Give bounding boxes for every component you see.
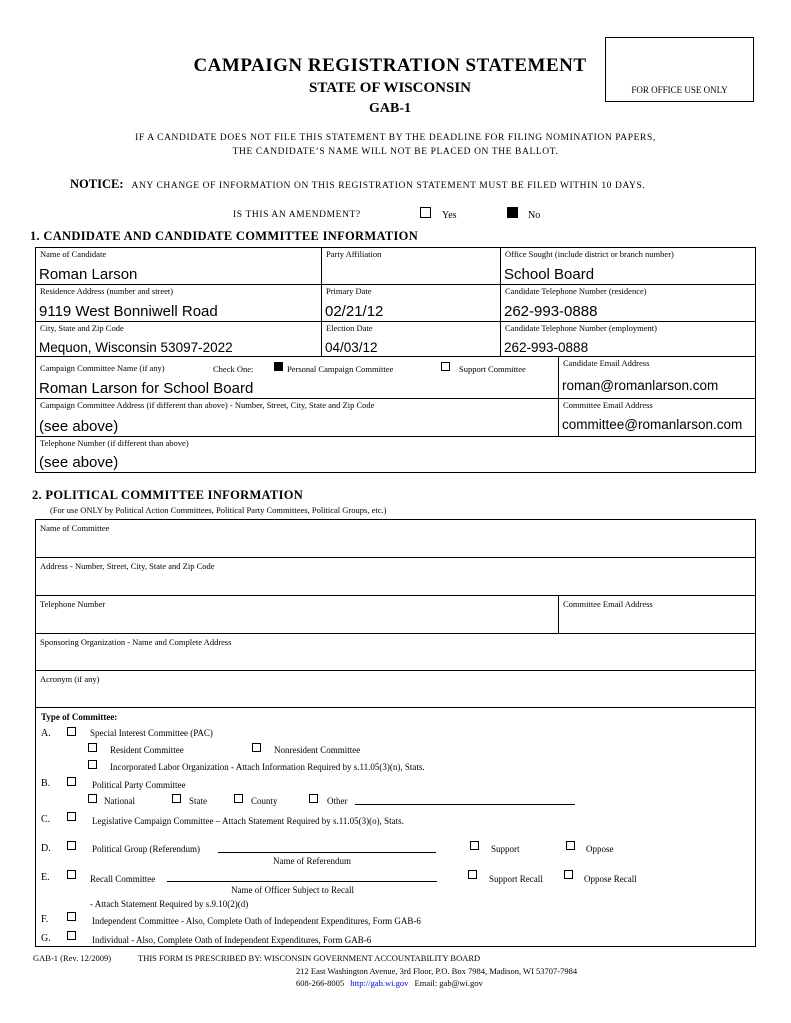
section1-heading: 1. CANDIDATE AND CANDIDATE COMMITTEE INFORMATION (30, 229, 419, 243)
d-oppose-label: Oppose (586, 844, 614, 854)
footer-prescribed: THIS FORM IS PRESCRIBED BY: WISCONSIN GOVERNMENT ACCOUNTABILITY BOARD (138, 953, 481, 963)
candidate-email-label: Candidate Email Address (563, 358, 650, 368)
check-one-label: Check One: (213, 364, 254, 374)
individual-checkbox[interactable] (67, 931, 76, 940)
officer-name-label: Name of Officer Subject to Recall (231, 885, 355, 895)
warning-line-2: THE CANDIDATE’S NAME WILL NOT BE PLACED ON THE BALLOT. (232, 147, 559, 157)
nonresident-checkbox[interactable] (252, 743, 261, 752)
primary-date-field[interactable]: 02/21/12 (325, 303, 384, 320)
committee-address-field[interactable]: (see above) (39, 418, 119, 435)
personal-committee-label: Personal Campaign Committee (287, 364, 394, 374)
footer-email: Email: gab@wi.gov (414, 978, 483, 988)
candidate-name-cell (35, 247, 322, 285)
committee2-address-cell (35, 557, 756, 596)
footer-address: 212 East Washington Avenue, 3rd Floor, P.O. Box 7984, Madison, WI 53707-7984 (296, 966, 578, 976)
state-label: State (189, 796, 207, 806)
group-label: Political Group (Referendum) (92, 844, 200, 854)
county-checkbox[interactable] (234, 794, 243, 803)
committee2-name-label: Name of Committee (40, 523, 110, 533)
other-checkbox[interactable] (309, 794, 318, 803)
tel-residence-label: Candidate Telephone Number (residence) (505, 286, 647, 296)
party-cell (321, 247, 501, 285)
primary-date-cell (321, 284, 501, 322)
committee-email-cell (558, 398, 756, 437)
amendment-no-checkbox[interactable] (507, 207, 518, 218)
d-support-label: Support (491, 844, 520, 854)
type-label: Type of Committee: (41, 712, 118, 722)
election-date-cell (321, 321, 501, 357)
type-f-letter: F. (41, 914, 49, 925)
committee-address-cell (35, 398, 559, 437)
section2-note: (For use ONLY by Political Action Committees, Political Party Committees, Political Groups, etc.) (50, 505, 387, 515)
support-committee-label: Support Committee (459, 364, 526, 374)
sponsor-cell (35, 633, 756, 671)
pac-checkbox[interactable] (67, 727, 76, 736)
national-checkbox[interactable] (88, 794, 97, 803)
residence-cell (35, 284, 322, 322)
footer-contact (296, 978, 483, 988)
footer-rev: GAB-1 (Rev. 12/2009) (33, 953, 112, 963)
committee2-name-cell (35, 519, 756, 558)
committee-name-cell (35, 356, 559, 399)
notice-text: ANY CHANGE OF INFORMATION ON THIS REGISTRATION STATEMENT MUST BE FILED WITHIN 10 DAYS. (131, 181, 646, 191)
other-label: Other (327, 796, 348, 806)
labor-label: Incorporated Labor Organization - Attach Information Required by s.11.05(3)(n), Stats. (110, 762, 425, 772)
party-label: Party Affiliation (326, 249, 382, 259)
residence-label: Residence Address (number and street) (40, 286, 174, 296)
telephone-label: Telephone Number (if different than above) (40, 438, 189, 448)
committee-address-label: Campaign Committee Address (if different than above) - Number, Street, City, State and Zip Code (40, 400, 375, 410)
acronym-label: Acronym (if any) (40, 674, 100, 684)
oppose-recall-checkbox[interactable] (564, 870, 573, 879)
primary-date-label: Primary Date (326, 286, 372, 296)
support-committee-checkbox[interactable] (441, 362, 450, 371)
amendment-yes-label: Yes (442, 210, 457, 221)
labor-checkbox[interactable] (88, 760, 97, 769)
candidate-name-label: Name of Candidate (40, 249, 107, 259)
pac-label: Special Interest Committee (PAC) (90, 728, 213, 738)
type-g-letter: G. (41, 933, 51, 944)
independent-checkbox[interactable] (67, 912, 76, 921)
d-support-checkbox[interactable] (470, 841, 479, 850)
amendment-no-label: No (528, 210, 541, 221)
referendum-line[interactable] (218, 842, 436, 853)
candidate-name-field[interactable]: Roman Larson (39, 266, 138, 283)
committee-name-field[interactable]: Roman Larson for School Board (39, 380, 254, 397)
individual-label: Individual - Also, Complete Oath of Independent Expenditures, Form GAB-6 (92, 935, 372, 945)
recall-attach-note: - Attach Statement Required by s.9.10(2)(d) (90, 899, 249, 909)
type-c-letter: C. (41, 814, 51, 825)
sponsor-label: Sponsoring Organization - Name and Complete Address (40, 637, 232, 647)
election-date-field[interactable]: 04/03/12 (325, 340, 378, 355)
type-b-letter: B. (41, 778, 51, 789)
office-use-label: FOR OFFICE USE ONLY (631, 85, 728, 95)
office-sought-cell (500, 247, 756, 285)
type-d-letter: D. (41, 843, 51, 854)
tel-residence-field[interactable]: 262-993-0888 (504, 303, 598, 320)
office-use-box (605, 37, 754, 102)
telephone-cell (35, 436, 756, 473)
resident-checkbox[interactable] (88, 743, 97, 752)
national-label: National (104, 796, 135, 806)
recall-label: Recall Committee (90, 874, 156, 884)
nonresident-label: Nonresident Committee (274, 745, 361, 755)
d-oppose-checkbox[interactable] (566, 841, 575, 850)
tel-employment-cell (500, 321, 756, 357)
tel-employment-field[interactable]: 262-993-0888 (504, 340, 589, 355)
warning-line-1: IF A CANDIDATE DOES NOT FILE THIS STATEMENT BY THE DEADLINE FOR FILING NOMINATION PAPERS, (135, 133, 656, 143)
section2-heading: 2. POLITICAL COMMITTEE INFORMATION (32, 488, 304, 502)
other-line[interactable] (355, 794, 575, 805)
notice-label: NOTICE: (70, 177, 124, 191)
independent-label: Independent Committee - Also, Complete Oath of Independent Expenditures, Form GAB-6 (92, 916, 421, 926)
type-e-letter: E. (41, 872, 50, 883)
committee-email-label: Committee Email Address (563, 400, 653, 410)
residence-field[interactable]: 9119 West Bonniwell Road (39, 303, 218, 320)
city-cell (35, 321, 322, 357)
amendment-question: IS THIS AN AMENDMENT? (233, 210, 361, 220)
tel-employment-label: Candidate Telephone Number (employment) (505, 323, 657, 333)
legislative-label: Legislative Campaign Committee – Attach Statement Required by s.11.05(3)(o), Stats. (92, 816, 404, 826)
city-label: City, State and Zip Code (40, 323, 124, 333)
tel-residence-cell (500, 284, 756, 322)
form-code: GAB-1 (369, 101, 411, 116)
group-checkbox[interactable] (67, 841, 76, 850)
resident-label: Resident Committee (110, 745, 184, 755)
state-checkbox[interactable] (172, 794, 181, 803)
legislative-checkbox[interactable] (67, 812, 76, 821)
committee2-tel-cell (35, 595, 559, 634)
committee2-email-label: Committee Email Address (563, 599, 653, 609)
amendment-yes-checkbox[interactable] (420, 207, 431, 218)
telephone-field[interactable]: (see above) (39, 454, 119, 471)
acronym-cell (35, 670, 756, 708)
form-subtitle: STATE OF WISCONSIN (309, 80, 471, 96)
form-title: CAMPAIGN REGISTRATION STATEMENT (193, 55, 587, 76)
oppose-recall-label: Oppose Recall (584, 874, 637, 884)
footer-phone: 608-266-8005 (296, 978, 345, 988)
committee2-email-cell (558, 595, 756, 634)
support-recall-label: Support Recall (489, 874, 543, 884)
type-a-letter: A. (41, 728, 51, 739)
support-recall-checkbox[interactable] (468, 870, 477, 879)
committee2-tel-label: Telephone Number (40, 599, 106, 609)
party-committee-checkbox[interactable] (67, 777, 76, 786)
committee2-address-label: Address - Number, Street, City, State and Zip Code (40, 561, 215, 571)
county-label: County (251, 796, 278, 806)
committee-type-box (35, 707, 756, 947)
committee-email-field[interactable]: committee@romanlarson.com (562, 417, 743, 432)
election-date-label: Election Date (326, 323, 373, 333)
office-sought-field[interactable]: School Board (504, 266, 595, 283)
party-committee-label: Political Party Committee (92, 780, 186, 790)
city-field[interactable]: Mequon, Wisconsin 53097-2022 (39, 340, 233, 355)
footer-url-link[interactable]: http://gab.wi.gov (350, 978, 409, 988)
committee-name-label: Campaign Committee Name (if any) (40, 363, 165, 373)
candidate-email-field[interactable]: roman@romanlarson.com (562, 378, 719, 393)
referendum-name-label: Name of Referendum (273, 856, 351, 866)
notice (70, 175, 645, 193)
candidate-email-cell (558, 356, 756, 399)
personal-committee-checkbox[interactable] (274, 362, 283, 371)
recall-checkbox[interactable] (67, 870, 76, 879)
office-sought-label: Office Sought (include district or branch number) (505, 249, 674, 259)
officer-line[interactable] (167, 871, 437, 882)
